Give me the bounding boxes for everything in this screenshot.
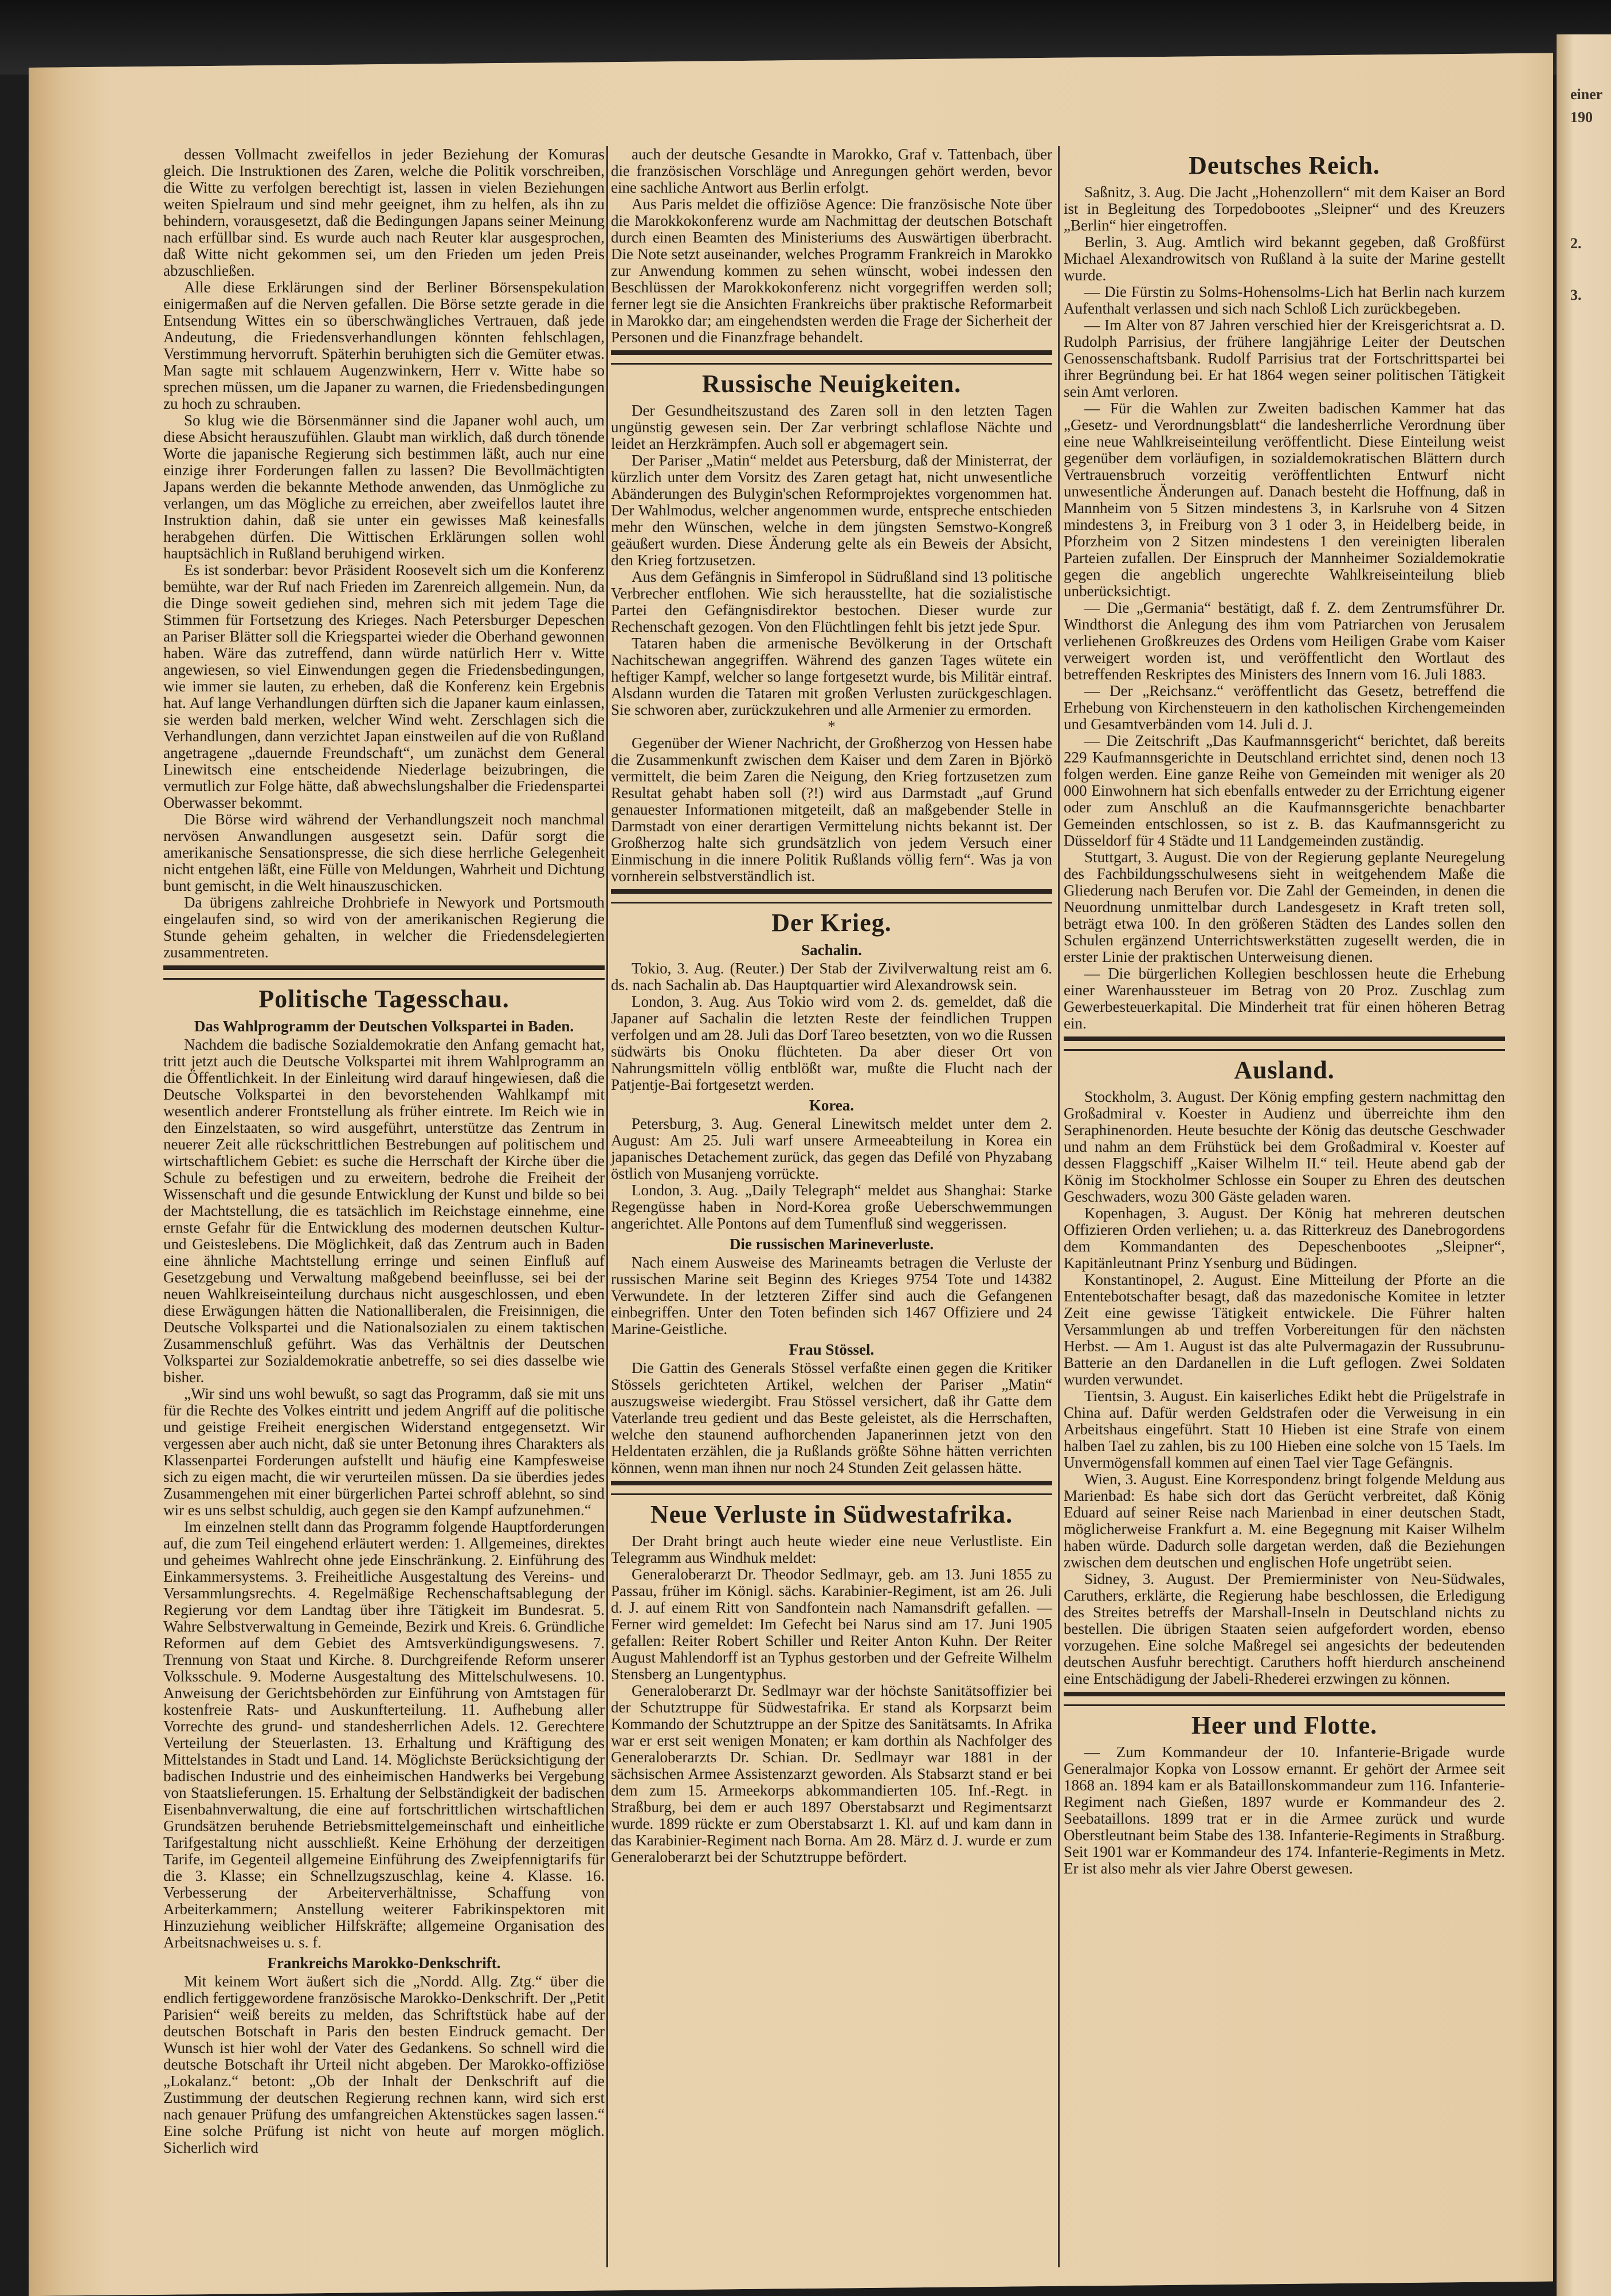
column-divider	[606, 146, 608, 2267]
adjacent-page-edge	[1557, 34, 1611, 2296]
article-paragraph: Mit keinem Wort äußert sich die „Nordd. Allg. Ztg.“ über die endlich fertiggewordene französische Marokko-Denkschrift. Der „Petit Parisien“ weiß bereits zu melden, das Schriftstück habe auf der deutschen Botschaft in Paris den besten Eindruck gemacht. Der Wunsch ist hier wohl der Vater des Gedankens. So schnell wird die deutsche Botschaft ihr Urteil nicht abgeben. Der Marokko-offiziöse „Lokalanz.“ betont: „Ob der Inhalt der Denkschrift auf die Zustimmung der deutschen Regierung rechnen kann, wird sich erst nach genauer Prüfung des umfangreichen Aktenstückes sagen lassen.“ Eine solche Prüfung ist nicht von heute auf morgen möglich. Sicherlich wird	[163, 1973, 605, 2156]
article-paragraph: auch der deutsche Gesandte in Marokko, Graf v. Tattenbach, über die französischen Vorschläge und Anregungen gehört werden, bevor eine sachliche Antwort aus Berlin erfolgt.	[611, 146, 1052, 196]
adjacent-page-fragment: einer	[1570, 86, 1603, 103]
article-subheading: Korea.	[809, 1097, 855, 1114]
column-3	[1064, 146, 1505, 1877]
article-paragraph: — Zum Kommandeur der 10. Infanterie-Brigade wurde Generalmajor Kopka von Lossow ernannt. Er gehört der Armee seit 1868 an. 1894 kam er als Bataillonskommandeur zum 116. Infanterie-Regiment nach Gießen, 1897 wurde er Kommandeur des 2. Seebataillons. 1899 trat er in die Armee zurück und wurde Oberstleutnant beim Stabe des 138. Infanterie-Regiments in Straßburg. Seit 1901 war er Kommandeur des 174. Infanterie-Regiments in Metz. Er ist also mehr als vier Jahre Oberst gewesen.	[1064, 1743, 1505, 1877]
section-rule	[1064, 1692, 1505, 1706]
article-paragraph: Der Pariser „Matin“ meldet aus Petersburg, daß der Ministerrat, der kürzlich unter dem Vorsitz des Zaren getagt hat, nicht unwesentliche Abänderungen des Bulygin'schen Reformprojektes vorgenommen hat. Der Wahlmodus, welcher angenommen wurde, entspreche entschieden mehr den Wünschen, welche in dem jüngsten Semstwo-Kongreß geäußert wurden. Diese Änderung gelte als ein Beweis der Absicht, den Krieg fortzusetzen.	[611, 452, 1052, 569]
article-paragraph: — Die Zeitschrift „Das Kaufmannsgericht“ berichtet, daß bereits 229 Kaufmannsgerichte in Deutschland errichtet sind, denen noch 13 folgen werden. Eine ganze Reihe von Gemeinden mit weniger als 20 000 Einwohnern hat sich ebenfalls entweder zu der Errichtung eigener oder zum Anschluß an die Kaufmannsgerichte benachbarter Gemeinden entschlossen, so ist z. B. das Kaufmannsgericht zu Düsseldorf für 4 Städte und 11 Landgemeinden zuständig.	[1064, 732, 1505, 849]
article-paragraph: Die Gattin des Generals Stössel verfaßte einen gegen die Kritiker Stössels gerichteten Artikel, welchen der Pariser „Matin“ auszugsweise wiedergibt. Frau Stössel versichert, daß ihr Gatte dem Vaterlande treu gedient und das Beste geleistet, als die Herrschaften, welche den staunend aufhorchenden Japanerinnen jetzt von den Heldentaten erzählen, die ja Rußlands größte Söhne hätten verrichten können, wenn man ihnen nur noch 24 Stunden Zeit gelassen hätte.	[611, 1359, 1052, 1476]
article-paragraph: Der Gesundheitszustand des Zaren soll in den letzten Tagen ungünstig gewesen sein. Der Zar verbringt schlaflose Nächte und leidet an Herzkrämpfen. Auch soll er abgemagert sein.	[611, 402, 1052, 452]
section-heading: Neue Verluste in Südwestafrika.	[650, 1500, 1013, 1528]
article-paragraph: Nach einem Ausweise des Marineamts betragen die Verluste der russischen Marine seit Beginn des Krieges 9754 Tote und 14382 Verwundete. In der letzteren Ziffer sind auch die Gefangenen einbegriffen. Unter den Toten befinden sich 1467 Offiziere und 24 Marine-Geistliche.	[611, 1254, 1052, 1337]
section-heading: Russische Neuigkeiten.	[701, 370, 962, 398]
separator-asterisk: *	[828, 718, 836, 735]
article-paragraph: Tokio, 3. Aug. (Reuter.) Der Stab der Zivilverwaltung reist am 6. ds. nach Sachalin ab. Das Hauptquartier wird Alexandrowsk sein.	[611, 960, 1052, 994]
article-paragraph: Nachdem die badische Sozialdemokratie den Anfang gemacht hat, tritt jetzt auch die Deutsche Volkspartei mit ihrem Wahlprogramm an die Öffentlichkeit. In der Einleitung wird darauf hingewiesen, daß die Deutsche Volkspartei in den bevorstehenden Wahlkampf mit wesentlich anderer Frontstellung als früher eintrete. Im Reich wie in den Einzelstaaten, so wird ausgeführt, unterstütze das Zentrum in neuerer Zeit alle rückschrittlichen Bestrebungen auf politischem und wirtschaftlichem Gebiet: es suche die Herrschaft der Kirche über die Schule zu befestigen und zu erweitern, bedrohe die Freiheit der Wissenschaft und die gesunde Entwicklung der Kunst und bilde so bei der Machtstellung, die es tatsächlich im Reichstage einnehme, eine ernste Gefahr für die Entwicklung des modernen deutschen Kultur- und Geisteslebens. Die Möglichkeit, daß das Zentrum auch in Baden eine ähnliche Machtstellung erringe und seinen Einfluß auf Gesetzgebung und Verwaltung maßgebend beeinflusse, sei bei der neuen Wahlkreiseinteilung durchaus nicht ausgeschlossen, und eben diese Erwägungen hätten die Nationalliberalen, die Freisinnigen, die Deutsche Volkspartei und die Nationalsozialen zu einem taktischen Zusammenschluß geführt. Was das Verhältnis der Deutschen Volkspartei zur Sozialdemokratie anbetreffe, so sei dies dasselbe wie bisher.	[163, 1036, 605, 1386]
column-1	[163, 146, 605, 2156]
section-heading: Heer und Flotte.	[1191, 1711, 1378, 1739]
article-paragraph: London, 3. Aug. Aus Tokio wird vom 2. ds. gemeldet, daß die Japaner auf Sachalin die letzten Reste der feindlichen Truppen verfolgen und am 28. Juli das Dorf Tareo besetzten, von wo die Russen südwärts bis Onoku flüchteten. Da aber dieser Ort von Nahrungsmitteln völlig entblößt war, mußte die Flucht nach der Patjentje-Bai fortgesetzt werden.	[611, 993, 1052, 1093]
section-rule	[611, 889, 1052, 903]
article-subheading: Die russischen Marineverluste.	[729, 1235, 934, 1253]
article-paragraph: Die Börse wird während der Verhandlungszeit noch manchmal nervösen Anwandlungen ausgesetzt sein. Dafür sorgt die amerikanische Sensationspresse, die sich diese herrliche Gelegenheit nicht entgehen läßt, eine Fülle von Meldungen, Wahrheit und Dichtung bunt gemischt, in die Welt hinauszuschicken.	[163, 811, 605, 894]
article-subheading: Sachalin.	[801, 941, 862, 959]
article-paragraph: Generaloberarzt Dr. Sedlmayr war der höchste Sanitätsoffizier bei der Schutztruppe für Südwestafrika. Er stand als Korpsarzt beim Kommando der Schutztruppe an der Spitze des Sanitätsamts. In Afrika war er erst seit wenigen Monaten; er kam dorthin als Nachfolger des Generaloberarzts Dr. Schian. Dr. Sedlmayr war 1881 in der sächsischen Armee Assistenzarzt geworden. Als Stabsarzt stand er bei dem zum 15. Armeekorps abkommandierten 105. Inf.-Regt. in Straßburg, bei dem er auch 1897 Oberstabsarzt und Regimentsarzt wurde. 1899 rückte er zum Oberstabsarzt 1. Kl. auf und kam dann in das Karabinier-Regiment nach Borna. Am 28. März d. J. wurde er zum Generaloberarzt bei der Schutztruppe befördert.	[611, 1682, 1052, 1865]
article-paragraph: London, 3. Aug. „Daily Telegraph“ meldet aus Shanghai: Starke Regengüsse haben in Nord-Korea große Ueberschwemmungen angerichtet. Alle Pontons auf dem Tumenfluß sind weggerissen.	[611, 1182, 1052, 1232]
section-heading: Der Krieg.	[771, 909, 892, 937]
article-subheading: Frau Stössel.	[789, 1341, 875, 1358]
article-paragraph: Stuttgart, 3. August. Die von der Regierung geplante Neuregelung des Fachbildungsschulwesens sieht in weitgehendem Maße die Gliederung nach Berufen vor. Die Zahl der Gemeinden, in denen die Neuordnung unmittelbar durch Landesgesetz in Kraft treten soll, beträgt etwa 100. In den größeren Städten des Landes sollen den Schulen ergänzend Unterrichtswerkstätten zugesellt werden, die in erster Linie der praktischen Unterweisung dienen.	[1064, 848, 1505, 965]
article-subheading: Frankreichs Marokko-Denkschrift.	[267, 1954, 501, 1972]
article-paragraph: Aus dem Gefängnis in Simferopol in Südrußland sind 13 politische Verbrecher entflohen. Wie sich herausstellte, hat die sozialistische Partei den Gefängnisdirektor bestochen. Dieser wurde zur Rechenschaft gezogen. Von den Flüchtlingen fehlt bis jetzt jede Spur.	[611, 568, 1052, 635]
adjacent-page-fragment: 190	[1570, 109, 1593, 126]
article-paragraph: Es ist sonderbar: bevor Präsident Roosevelt sich um die Konferenz bemühte, war der Ruf nach Frieden im Zarenreich allgemein. Nun, da die Dinge soweit gediehen sind, mehren sich mit jedem Tage die Stimmen für Fortsetzung des Krieges. Nach Petersburger Depeschen an Pariser Blätter soll die Kriegspartei wieder die Oberhand gewonnen haben. Wäre das zutreffend, dann würde natürlich Herr v. Witte angewiesen, so viel Einwendungen gegen die Friedensbedingungen, wie immer sie lauten, zu erheben, daß die Konferenz kein Ergebnis hat. Auf lange Verhandlungen dürften sich die Japaner kaum einlassen, sie werden bald merken, welcher Wind weht. Zerschlagen sich die Verhandlungen, dann verzichtet Japan einstweilen auf die von Rußland angetragene „dauernde Freundschaft“, um zunächst dem General Linewitsch eine entscheidende Niederlage beizubringen, die vermutlich zur Folge hätte, daß abwechslungshalber die Friedenspartei Oberwasser bekommt.	[163, 561, 605, 811]
article-paragraph: Sidney, 3. August. Der Premierminister von Neu-Südwales, Caruthers, erklärte, die Regierung habe beschlossen, die Erledigung des Streites betreffs der Marshall-Inseln in Deutschland nichts zu bestellen. Die übrigen Staaten seien aufgefordert worden, ebenso vorzugehen. Eine solche Maßregel sei angesichts der bedeutenden deutschen Ausfuhr berechtigt. Caruthers hofft hierdurch anscheinend eine Entschädigung der Jabeli-Rhederei erzwingen zu können.	[1064, 1570, 1505, 1687]
article-paragraph: dessen Vollmacht zweifellos in jeder Beziehung der Komuras gleich. Die Instruktionen des Zaren, welche die Politik vorschreiben, die Witte zu verfolgen berechtigt ist, lassen in vielen Beziehungen weiten Spielraum und sind mehr geeignet, ihm zu helfen, als ihn zu behindern, vorausgesetzt, daß die Bedingungen Japans seiner Meinung nach erfüllbar sind. Es wurde auch nach Reuter klar ausgesprochen, daß Witte nicht gekommen sei, um den Frieden um jeden Preis abzuschließen.	[163, 146, 605, 279]
article-paragraph: Saßnitz, 3. Aug. Die Jacht „Hohenzollern“ mit dem Kaiser an Bord ist in Begleitung des Torpedobootes „Sleipner“ und des Kreuzers „Berlin“ hier eingetroffen.	[1064, 183, 1505, 234]
article-paragraph: So klug wie die Börsenmänner sind die Japaner wohl auch, um diese Absicht herauszufühlen. Glaubt man wirklich, daß durch tönende Worte die japanische Regierung sich bestimmen läßt, auch nur eine einzige ihrer Forderungen fallen zu lassen? Die Bevollmächtigten Japans werden die bekannte Methode anwenden, das Unmögliche zu verlangen, um das Mögliche zu erreichen, aber zweifellos lautet ihre Instruktion dahin, daß sie unter ein gewisses Maß keinesfalls herabgehen dürfen. Die Wittischen Erklärungen sollen wohl hauptsächlich in Rußland beruhigend wirken.	[163, 412, 605, 562]
article-paragraph: — Im Alter von 87 Jahren verschied hier der Kreisgerichtsrat a. D. Rudolph Parrisius, der frühere langjährige Leiter der Deutschen Genossenschaftsbank. Rudolf Parrisius trat der Fortschrittspartei bei ihrer Begründung bei. Er hat 1864 wegen seiner politischen Tätigkeit sein Amt verloren.	[1064, 316, 1505, 400]
article-paragraph: Im einzelnen stellt dann das Programm folgende Hauptforderungen auf, die zum Teil eingehend erläutert werden: 1. Allgemeines, direktes und geheimes Wahlrecht ohne jede Einschränkung. 2. Einführung des Einkammersystems. 3. Freiheitliche Ausgestaltung des Vereins- und Versammlungsrechts. 4. Regelmäßige Rechenschaftsablegung der Regierung vor dem Landtag über ihre Tätigkeit im Bundesrat. 5. Wahre Selbstverwaltung in Gemeinde, Bezirk und Kreis. 6. Gründliche Reformen auf dem Gebiet des Amtsverkündigungswesens. 7. Trennung von Staat und Kirche. 8. Durchgreifende Reform unserer Volksschule. 9. Moderne Ausgestaltung des Mittelschulwesens. 10. Anweisung der Gerichtsbehörden zur Einführung von Amtstagen für kostenfreie Rats- und Auskunfterteilung. 11. Aufhebung aller Vorrechte des grund- und standesherrlichen Adels. 12. Gerechtere Verteilung der Steuerlasten. 13. Erhaltung und Kräftigung des Mittelstandes in Stadt und Land. 14. Möglichste Berücksichtigung der badischen Industrie und des einheimischen Handwerks bei Vergebung von Staatslieferungen. 15. Erhaltung der Selbständigkeit der badischen Eisenbahnverwaltung, die eine auf fortschrittlichen wirtschaftlichen Grundsätzen beruhende Betriebsmittelgemeinschaft und einheitliche Tarifgestaltung nicht ausschließt. Keine Erhöhung der derzeitigen Tarife, im Gegenteil allgemeine Einführung des Zweipfennigtarifs für die 3. Klasse; ein Schnellzugszuschlag, keine 4. Klasse. 16. Verbesserung der Arbeiterverhältnisse, Schaffung von Arbeiterkammern; Anstellung weiterer Fabrikinspektoren mit Hinzuziehung weiblicher Hilfskräfte; allgemeine Organisation des Arbeitsnachweises u. s. f.	[163, 1518, 605, 1951]
article-paragraph: Tientsin, 3. August. Ein kaiserliches Edikt hebt die Prügelstrafe in China auf. Dafür werden Geldstrafen oder die Verweisung in ein Arbeitshaus eingeführt. Statt 10 Hieben ist eine Strafe von einem halben Tael zu zahlen, bis zu 100 Hieben eine solche von 15 Taels. Im Unvermögensfall kommen auf einen Tael vier Tage Gefängnis.	[1064, 1387, 1505, 1471]
article-paragraph: — Für die Wahlen zur Zweiten badischen Kammer hat das „Gesetz- und Verordnungsblatt“ die landesherrliche Verordnung über eine neue Wahlkreiseinteilung veröffentlicht. Diese Einteilung weist gegenüber dem vorläufigen, in sozialdemokratischen Blättern durch Vertrauensbruch vorzeitig veröffentlichten Entwurf nicht unwesentliche Änderungen auf. Danach besteht die Hoffnung, daß in Mannheim von 5 Sitzen mindestens 3, in Karlsruhe von 4 Sitzen mindestens 3, in Freiburg von 3 1 oder 3, in Heidelberg beide, in Pforzheim von 2 Sitzen mindestens 1 den vereinigten liberalen Parteien zufallen. Der Einspruch der Mannheimer Sozialdemokratie gegen die angeblich ungerechte Wahlkreiseinteilung blieb unberücksichtigt.	[1064, 400, 1505, 600]
section-heading: Politische Tagesschau.	[258, 985, 509, 1013]
article-paragraph: Konstantinopel, 2. August. Eine Mitteilung der Pforte an die Ententebotschafter besagt, daß das mazedonische Komitee in letzter Zeit eine gewisse Tätigkeit entwickele. Die Führer halten Versammlungen ab und treffen Vorbereitungen für den nächsten Herbst. — Am 1. August ist das alte Pulvermagazin der Russubrunu-Batterie an den Dardanellen in die Luft geflogen. Zwei Soldaten wurden verwundet.	[1064, 1271, 1505, 1388]
article-paragraph: Gegenüber der Wiener Nachricht, der Großherzog von Hessen habe die Zusammenkunft zwischen dem Kaiser und dem Zaren in Björkö vermittelt, die beim Zaren die Neigung, den Krieg fortzusetzen zum Resultat gehabt haben soll (?!) wird aus Darmstadt „auf Grund genauester Informationen mitgeteilt, daß an maßgebender Stelle in Darmstadt von einer derartigen Vermittelung nichts bekannt ist. Der Großherzog halte sich grundsätzlich von jedem Versuch einer Einmischung in die innere Politik Rußlands völlig fern“. Was ja von vornherein selbstverständlich ist.	[611, 734, 1052, 885]
article-paragraph: „Wir sind uns wohl bewußt, so sagt das Programm, daß sie mit uns für die Rechte des Volkes eintritt und jedem Angriff auf die politische und geistige Freiheit energischen Widerstand entgegensetzt. Wir vergessen aber auch nicht, daß sie unter Betonung ihres Charakters als Klassenpartei Forderungen aufstellt und häufig eine Kampfesweise sich zu eigen macht, die wir verurteilen müssen. Da sie überdies jedes Zusammengehen mit einer bürgerlichen Partei schroff ablehnt, so sind wir es uns selbst schuldig, auch gegen sie den Kampf aufzunehmen.“	[163, 1385, 605, 1519]
article-paragraph: Da übrigens zahlreiche Drohbriefe in Newyork und Portsmouth eingelaufen sind, so wird von der amerikanischen Regierung die Stunde geheim gehalten, in welcher die Friedensdelegierten zusammentreten.	[163, 894, 605, 961]
article-subheading: Das Wahlprogramm der Deutschen Volkspartei in Baden.	[194, 1018, 574, 1035]
article-paragraph: Generaloberarzt Dr. Theodor Sedlmayr, geb. am 13. Juni 1855 zu Passau, früher im Königl. sächs. Karabinier-Regiment, ist am 26. Juli d. J. auf einem Ritt von Sandfontein nach Namansdrift gefallen. — Ferner wird gemeldet: Im Gefecht bei Narus sind am 17. Juni 1905 gefallen: Reiter Robert Schiller und Reiter Anton Kuhn. Der Reiter August Mahlendorff ist an Typhus gestorben und der Gefreite Wilhelm Stensberg an Lungentyphus.	[611, 1566, 1052, 1683]
article-paragraph: Berlin, 3. Aug. Amtlich wird bekannt gegeben, daß Großfürst Michael Alexandrowitsch von Rußland à la suite der Marine gestellt wurde.	[1064, 233, 1505, 284]
article-paragraph: Petersburg, 3. Aug. General Linewitsch meldet unter dem 2. August: Am 25. Juli warf unsere Armeeabteilung in Korea ein japanisches Detachement zurück, das gegen das Defilé von Phyzabang östlich von Musanjeng vorrückte.	[611, 1115, 1052, 1182]
article-paragraph: — Die „Germania“ bestätigt, daß f. Z. dem Zentrumsführer Dr. Windthorst die Anlegung des ihm vom Patriarchen von Jerusalem verliehenen Großkreuzes des Ordens vom Heiligen Grabe vom Kaiser verweigert worden ist, und veröffentlicht den Wortlaut des betreffenden Reskriptes des Ministers des Innern vom 16. Juli 1883.	[1064, 599, 1505, 683]
section-heading: Ausland.	[1234, 1056, 1335, 1084]
article-paragraph: Der Draht bringt auch heute wieder eine neue Verlustliste. Ein Telegramm aus Windhuk meldet:	[611, 1532, 1052, 1566]
adjacent-page-fragment: 2.	[1570, 235, 1582, 252]
column-divider	[1058, 146, 1060, 2267]
article-paragraph: Kopenhagen, 3. August. Der König hat mehreren deutschen Offizieren Orden verliehen; u. a. das Ritterkreuz des Danebrogordens dem Kommandanten des Depeschenbootes „Sleipner“, Kapitänleutnant Prinz Ysenburg und Büdingen.	[1064, 1204, 1505, 1272]
article-paragraph: — Die bürgerlichen Kollegien beschlossen heute die Erhebung einer Warenhaussteuer im Betrag von 20 Proz. Zuschlag zum Gewerbesteuerkapital. Die Minderheit trat für einen höheren Betrag ein.	[1064, 965, 1505, 1032]
section-rule	[611, 350, 1052, 365]
article-paragraph: Stockholm, 3. August. Der König empfing gestern nachmittag den Großadmiral v. Koester in Audienz und überreichte ihm den Seraphinenorden. Heute besuchte der König das deutsche Geschwader und nahm an dem Frühstück bei dem Großadmiral v. Koester auf dessen Flaggschiff „Kaiser Wilhelm II.“ teil. Heute abend gab der König im Stockholmer Schlosse ein Souper zu Ehren des deutschen Geschwaders, wozu 300 Gäste geladen waren.	[1064, 1088, 1505, 1205]
article-paragraph: Wien, 3. August. Eine Korrespondenz bringt folgende Meldung aus Marienbad: Es habe sich dort das Gerücht verbreitet, daß König Eduard auf seiner Reise nach Marienbad in einer deutschen Stadt, möglicherweise Frankfurt a. M. eine Begegnung mit Kaiser Wilhelm haben würde. Dadurch solle dargetan werden, daß die Beziehungen zwischen dem deutschen und englischen Hofe ungetrübt seien.	[1064, 1470, 1505, 1571]
section-rule	[611, 1481, 1052, 1495]
article-paragraph: — Die Fürstin zu Solms-Hohensolms-Lich hat Berlin nach kurzem Aufenthalt verlassen und sich nach Schloß Lich zurückbegeben.	[1064, 283, 1505, 317]
column-2	[611, 146, 1052, 1865]
article-paragraph: Alle diese Erklärungen sind der Berliner Börsenspekulation einigermaßen auf die Nerven gefallen. Die Börse setzte gerade in die Entsendung Wittes ein so überschwängliches Vertrauen, daß jede Andeutung, die Friedensverhandlungen könnten fehlschlagen, Verstimmung hervorruft. Späterhin beruhigten sich die Gemüter etwas. Man sagte mit schlauem Augenzwinkern, Herr v. Witte habe so sprechen müssen, um die Japaner zu warnen, die Friedensbedingungen zu hoch zu schrauben.	[163, 279, 605, 412]
section-heading: Deutsches Reich.	[1189, 151, 1380, 179]
article-paragraph: — Der „Reichsanz.“ veröffentlicht das Gesetz, betreffend die Erhebung von Kirchensteuern in den katholischen Kirchengemeinden und Gesamtverbänden vom 14. Juli d. J.	[1064, 682, 1505, 733]
section-rule	[163, 965, 605, 980]
section-rule	[1064, 1036, 1505, 1051]
adjacent-page-fragment: 3.	[1570, 287, 1582, 303]
article-paragraph: Aus Paris meldet die offiziöse Agence: Die französische Note über die Marokkokonferenz wurde am Nachmittag der deutschen Botschaft durch einen Beamten des Ministeriums des Auswärtigen überbracht. Die Note setzt auseinander, welches Programm Frankreich in Marokko zur Anwendung kommen zu sehen wünscht, wobei indessen den Beschlüssen der Marokkokonferenz nicht vorgegriffen werden soll; ferner legt sie die Ansichten Frankreichs über praktische Reformarbeit in Marokko dar; am eingehendsten werden die Frage der Sicherheit der Personen und die Finanzfrage behandelt.	[611, 195, 1052, 346]
article-paragraph: Tataren haben die armenische Bevölkerung in der Ortschaft Nachitschewan angegriffen. Während des ganzen Tages wütete ein heftiger Kampf, welcher so lange fortgesetzt wurde, bis Militär eintraf. Alsdann wurden die Tataren mit großen Verlusten zurückgeschlagen. Sie schworen aber, zurückzukehren und alle Armenier zu ermorden.	[611, 635, 1052, 718]
